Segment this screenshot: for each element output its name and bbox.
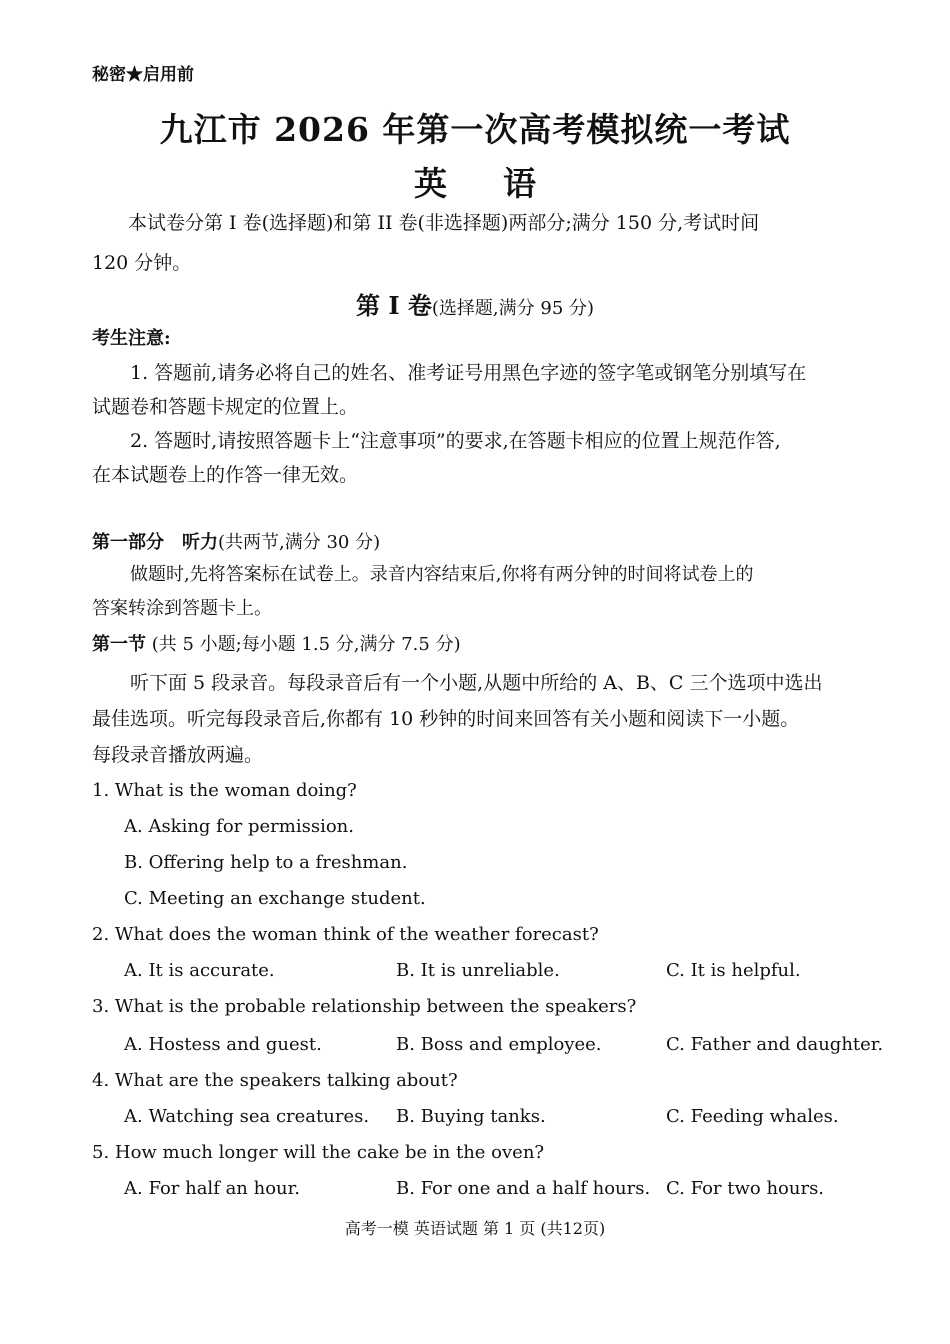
section1-instruction-line-1: 听下面 5 段录音。每段录音后有一个小题,从题中所给的 A、B、C 三个选项中选出 [130,672,823,694]
question-option: B. Offering help to a freshman. [124,852,408,873]
question-stem: 5. How much longer will the cake be in the oven? [92,1142,545,1163]
question-option: C. Feeding whales. [666,1106,839,1127]
question-option: B. Boss and employee. [396,1034,602,1055]
question-option: C. Meeting an exchange student. [124,888,426,909]
part1-instruction-line-2: 答案转涂到答题卡上。 [92,598,272,619]
part1-heading [92,528,380,554]
notice-item-1-line-2: 试题卷和答题卡规定的位置上。 [92,396,359,418]
question-option: C. It is helpful. [666,960,801,981]
section1-instruction-line-2: 最佳选项。听完每段录音后,你都有 10 秒钟的时间来回答有关小题和阅读下一小题。 [92,708,800,730]
section1-instruction-line-3: 每段录音播放两遍。 [92,744,264,766]
part1-title: 第一部分 [92,532,164,553]
question-stem: 3. What is the probable relationship between the speakers? [92,996,637,1017]
question-stem: 1. What is the woman doing? [92,780,357,801]
intro-line-1: 本试卷分第 I 卷(选择题)和第 II 卷(非选择题)两部分;满分 150 分,考试时间 [128,212,760,234]
question-option: A. Asking for permission. [124,816,354,837]
part1-subtitle: 听力 [182,532,218,553]
subject-title [0,158,950,205]
volume-heading [0,286,950,321]
subject-char-1: 英 [414,164,447,203]
part1-instruction-line-1: 做题时,先将答案标在试卷上。录音内容结束后,你将有两分钟的时间将试卷上的 [130,564,754,585]
question-option: C. For two hours. [666,1178,825,1199]
notice-item-2-line-1: 2. 答题时,请按照答题卡上“注意事项”的要求,在答题卡相应的位置上规范作答, [130,430,781,452]
notice-item-2-line-2: 在本试题卷上的作答一律无效。 [92,464,359,486]
question-stem: 2. What does the woman think of the weather forecast? [92,924,599,945]
question-option: A. For half an hour. [124,1178,300,1199]
question-option: A. Watching sea creatures. [124,1106,370,1127]
part1-score-note: (共两节,满分 30 分) [218,532,381,553]
question-option: C. Father and daughter. [666,1034,884,1055]
question-option: B. For one and a half hours. [396,1178,651,1199]
section1-score-note: (共 5 小题;每小题 1.5 分,满分 7.5 分) [146,634,461,655]
exam-title: 九江市 2026 年第一次高考模拟统一考试 [159,110,791,149]
subject-char-2: 语 [503,164,536,203]
volume-note: (选择题,满分 95 分) [431,298,595,319]
volume-label: 第 I 卷 [355,291,432,320]
section1-title: 第一节 [92,634,146,655]
question-stem: 4. What are the speakers talking about? [92,1070,458,1091]
question-option: A. Hostess and guest. [124,1034,322,1055]
page-footer: 高考一模 英语试题 第 1 页 (共12页) [344,1219,606,1238]
secret-label: 秘密★启用前 [92,65,194,85]
question-option: A. It is accurate. [124,960,275,981]
section1-heading [92,630,461,656]
notice-item-1-line-1: 1. 答题前,请务必将自己的姓名、准考证号用黑色字迹的签字笔或钢笔分别填写在 [130,362,807,384]
notice-heading: 考生注意: [92,328,171,349]
question-option: B. It is unreliable. [396,960,560,981]
intro-line-2: 120 分钟。 [92,252,192,274]
question-option: B. Buying tanks. [396,1106,546,1127]
